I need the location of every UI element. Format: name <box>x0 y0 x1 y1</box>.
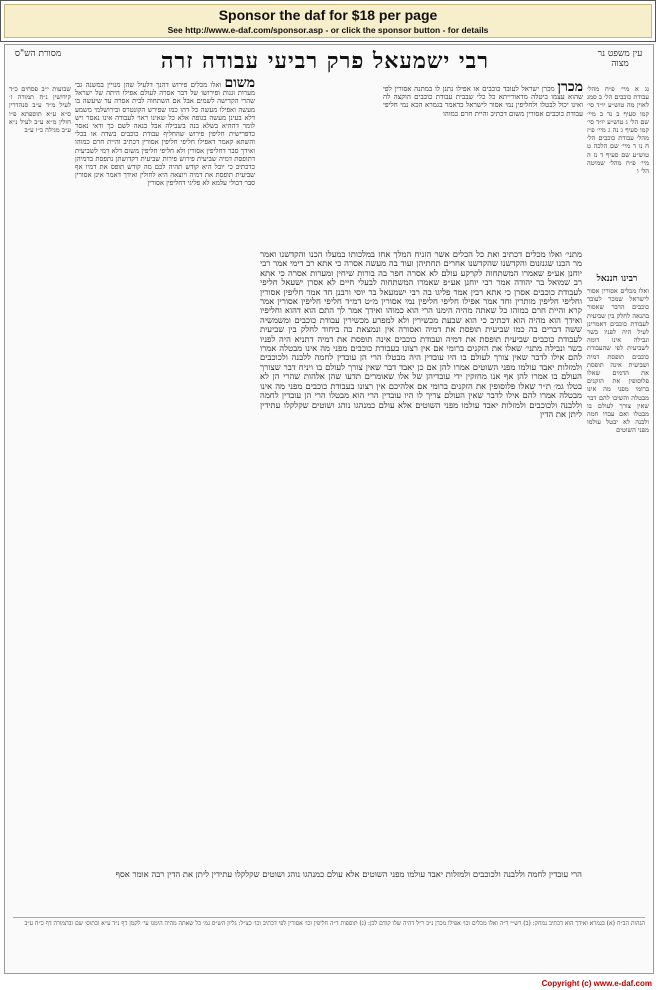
mesoret-hashas-notes: שבועות י״ב פסחים כ״ד קידושין נ״ח תמורה ז׳ לעיל מ״ד ע״ב סנהדרין ס״א ע״א תוספתא פ״ו חולין מ״א ע״ב לעיל נ״א ע״ב מגילה כ״ו ע״ב <box>9 85 71 135</box>
sponsor-subtitle: See http://www.e-daf.com/sponsor.asp - or click the sponsor button - for details <box>167 25 489 35</box>
sponsor-banner-inner[interactable] <box>4 4 652 38</box>
rashi-commentary <box>383 83 583 253</box>
chapter-title: רבי ישמעאל פרק רביעי עבודה זרה <box>160 48 490 74</box>
haghot-footnotes: הגהות הב״ח (א) בגמרא ואידך הוא דכתיב נמחק: (ב) רש״י ד״ה ואלו מכלים וכו׳ אפילו מכרן נ״ב ר״ל דהיה שלו קודם לכן: (ג) תוספות ד״ה חליפין וכו׳ אסורין לפי דכתיב וכו׳ כצ״ל: גליון הש״ס גמ׳ כל שאתה מהיה הימנו עי׳ לקמן דף נ״ד ע״א ובתוס׳ שם ובתמורה דף כ״ח ע״ב <box>13 917 645 970</box>
tosafot-headword: משום <box>224 79 255 91</box>
gemara-text-continued: הרי עובדין לחמה וללבנה ולכוכבים ולמזלות יאבד עולמו מפני השוטים אלא עולם כמנהגו נוהג ושוטים שקלקלו עתידין ליתן את הדין רבה אומר אסף <box>115 870 582 879</box>
ein-mishpat-header: עין משפט נר מצוה <box>597 49 643 69</box>
tosafot-commentary <box>75 79 255 879</box>
rashi-text: מכרן ישראל לעובד כוכבים או אפילו נתנן לו במתנה אסורין לפי שהוא עצמו ביטלה מדאורייתא כל כלי שבבית עבודת כוכבים הוקצה לה ואינו יכול לבטלו ולחליפין נמי אסור לישראל כדאמר בגמרא הכא נמי חליפי עבודת כוכבים אסורין משום דכתיב והיית חרם כמוהו <box>383 85 583 118</box>
sponsor-title: Sponsor the daf for $18 per page <box>218 7 438 23</box>
mesoret-hashas-header: מסורת הש"ס <box>14 49 62 59</box>
tosafot-text: ואלו מכלים פירוש דהנך דלעיל שהן מנויין במשנה גבי מערות וגנות ופירושו של דבר אסרה לעולם אפילו היתה של ישראל שהרי הקדישה לשמים אבל אם השתחוה לבית אסרה עד שיעשה בו מעשה ואפילו מעשה כל דהו כמו שפירש הקונטרס ובירושלמי משמע דלא בעינן מעשה בגופה אלא כל שאינו ראוי לעבודה אינו נאסר ויש לומר דההיא בשלא בנה בשבילה אבל בנאה לשם כך ודאי נאסר כדפרישית חליפין פירוש שהחליף עבודת כוכבים בשדה או בכלי והשתא קאמר דאפילו חליפי חליפין אסורין דכתיב והיית חרם כמוהו ואידך סבר דחליפין אסורין ולא חליפי חליפין משום דלא דמי לשביעית דתופסת דמיה שביעית פירוש פירות שביעית דקדושתן נתפסת בדמיהן כדכתיב כי יובל היא קודש תהיה לכם מה קודש תופס את דמיו אף שביעית תופסת את דמיה ויוצאה היא לחולין ואידך דאמר אינן אסורין סבר דכולי עלמא לא פליגי דחליפין אסורין <box>75 81 255 188</box>
copyright-link[interactable]: Copyright (c) www.e-daf.com <box>541 979 652 988</box>
talmud-page <box>4 44 654 974</box>
rabbeinu-chananel-title: רבינו חננאל <box>596 274 638 284</box>
rashi-headword: מכרן <box>557 83 583 95</box>
ein-mishpat-notes: נג א מיי׳ פ״ח מהל׳ עבודת כוכבים הל׳ ב סמג לאוין מה טוש״ע יו״ד סי׳ קמו סעיף ב נד ב מיי׳ שם הל׳ ג טוש״ע יו״ד סי׳ קמו סעיף ג נה ג מיי׳ פ״ז מהל׳ עבודת כוכבים הל׳ ח נו ד מיי׳ שם הלכה ט טוש״ע שם סעיף ד נז ה מיי׳ פ״ח מהל׳ שמיטה הל׳ ו <box>587 85 649 176</box>
sponsor-banner[interactable] <box>0 0 656 42</box>
gemara-text: מתני׳ ואלו מכלים דכתיב ואת כל הכלים אשר הזניח המלך אחז במלכותו במעלו הכנו והקדשנו ואמר מר הכנו שגנזנום והקדשנו שהקדשנו אחרים תחתיהן ועוד בה מעשה אסרה כי אתא רב דימי אמר רבי יוחנן אע״פ שאמרו המשתחוה לקרקע עולם לא אסרה חפר בה בורות שיחין ומערות אסרה כי אתא רב שמואל בר יהודה אמר רבי יוחנן אע״פ שאמרו המשתחוה לבעלי חיים לא אסרן ישעאל חליפי לעבודת כוכבים אסרן כי אתא רבין אמר פליגו בה רבי ישמעאל בר יוסי ורבנן חד אמר חליפין אסורין וחליפי חליפין מותרין וחד אמר אפילו חליפי חליפין נמי אסורין מ״ט דמ״ד חליפי חליפין אסורין אמר קרא והיית חרם כמוהו כל שאתה מהיה הימנו הרי הוא כמוהו ואידך אמר לך התם הוא דהוא וחליפיו ואידך הוא מהיה הוא דכתיב כי הוא שבעת מכשירין ולא למפרע מכשירין עבודת כוכבים ומשמשיה ששה דברים בה כמו שביעית תופסת את דמיה ואסורה אין ונמצאת בה ביחוד לחלק בין שביעית לעבודת כוכבים שביעית תופסת את דמיה ועבודת כוכבים אינה תופסת את דמיה דתניא היה לפניו בשר ונבילה מתני׳ שאלו את הזקנים ברומי אם אין רצונו בעבודת כוכבים מפני מה אינו מבטלה אמרו להם אילו לדבר שאין צורך לעולם בו היו עובדין היה מבטלו הרי הן עובדין לחמה ללבנה ולכוכבים ולמזלות יאבד עולמו מפני השוטים אמרו להן אם כן יאבד דבר שאין צורך לעולם בו ויניח דבר שצורך העולם בו אמרו להן אף אנו מחזקין ידי עובדיהן של אלו שאומרים תדעו שהן אלהות שהרי הן לא בטלו גמ׳ ת״ר שאלו פלוסופין את הזקנים ברומי אם אלהיכם אין רצונו בעבודת כוכבים מפני מה אינו מבטלה אמרו להם אילו לדבר שאין העולם צריך לו היו עובדין הרי הוא מבטלו הרי הן עובדין לחמה וללבנה ולכוכבים ולמזלות יאבד עולמו מפני השוטים אלא עולם כמנהגו נוהג ושוטים שקלקלו עתידין ליתן את הדין <box>260 250 582 419</box>
rabbeinu-chananel-text: ואלו מכלים אסורין אסור לישראל שמכר לעובד כוכבים הדבר שאסור בהנאה לחלק בין שביעית לעבודת כוכבים דאמרינן לעיל היה לפניו בשר ונבילה אינו דומה לשביעית לפי שהעבודת כוכבים תופסת דמיה ושביעית אינה תופסת את הדמים שאלו פלוסופין את הזקנים ברומי מפני מה אינו מבטלה והשיבו להם דבר שאין צורך לעולם בו מבטלו ואם עבדו חמה ולבנה לא יבטל עולמו מפני השוטים <box>587 287 649 435</box>
